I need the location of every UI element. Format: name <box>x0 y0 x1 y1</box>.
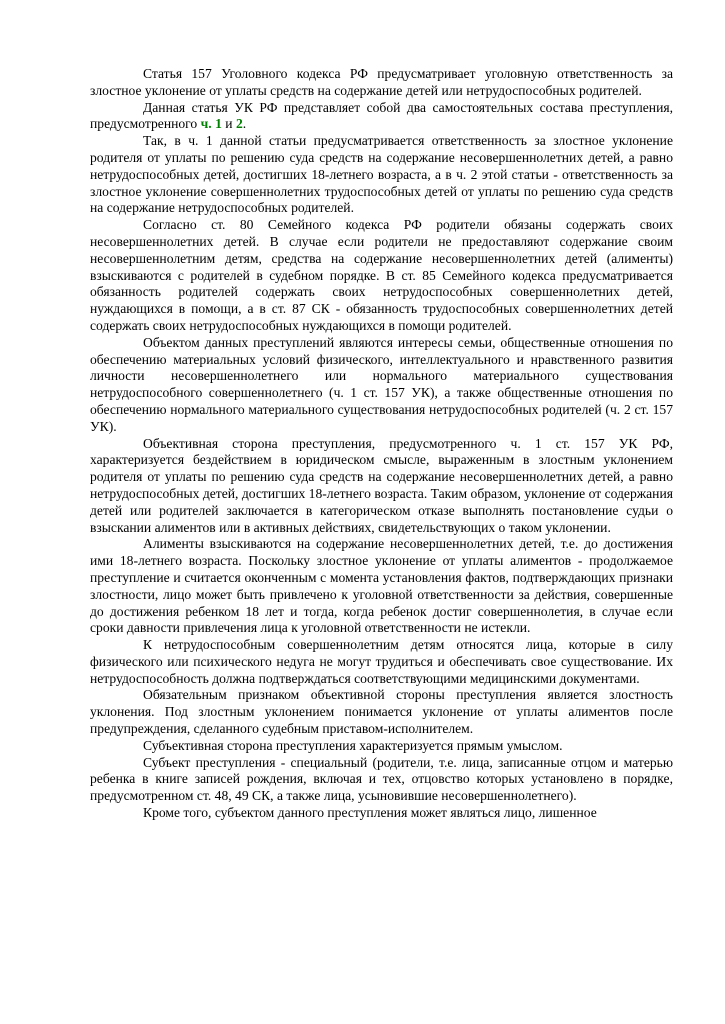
paragraph-6: Объективная сторона преступления, предусмотренного ч. 1 ст. 157 УК РФ, характеризуется бездействием в юридическом смысле, выраженным в злостным уклонением родителя от уплаты по решению суда средств на содержание несовершеннолетних детей, а равно нетрудоспособных детей, достигших 18-летнего возраста. Таким образом, уклонение от содержания детей или родителей заключается в категорическом отказе выполнять постановление судьи о взыскании алиментов или в активных действиях, свидетельствующих о таком уклонении. <box>90 435 673 535</box>
paragraph-4: Согласно ст. 80 Семейного кодекса РФ родители обязаны содержать своих несовершеннолетних детей. В случае если родители не предоставляют содержание своим несовершеннолетним детям, средства на содержание несовершеннолетних детей (алименты) взыскиваются с родителей в судебном порядке. В ст. 85 Семейного кодекса предусматривается обязанность родителей содержать своих нетрудоспособных совершеннолетних детей, нуждающихся в помощи, а в ст. 87 СК - обязанность трудоспособных совершеннолетних детей содержать своих нетрудоспособных нуждающихся в помощи родителей. <box>90 217 673 333</box>
paragraph-5: Объектом данных преступлений являются интересы семьи, общественные отношения по обеспечению материальных условий физического, интеллектуального и нравственного развития личности несовершеннолетнего или нормального материального существования нетрудоспособного совершеннолетнего (ч. 1 ст. 157 УК), а также общественные отношения по обеспечению нормального материального существования нетрудоспособных родителей (ч. 2 ст. 157 УК). <box>90 334 673 434</box>
paragraph-2-conjunction: и <box>221 116 236 132</box>
paragraph-2 <box>90 100 673 134</box>
paragraph-9: Обязательным признаком объективной стороны преступления является злостность уклонения. Под злостным уклонением понимается уклонение от уплаты алиментов после предупреждения, сделанного судебным приставом-исполнителем. <box>90 687 673 737</box>
paragraph-3: Так, в ч. 1 данной статьи предусматривается ответственность за злостное уклонение родителя от уплаты по решению суда средств на содержание несовершеннолетних детей, а равно нетрудоспособных детей, достигших 18-летнего возраста, а в ч. 2 этой статьи - ответственность за злостное уклонение совершеннолетних трудоспособных детей от уплаты по решению суда средств на содержание нетрудоспособных родителей. <box>90 133 673 216</box>
paragraph-11: Субъект преступления - специальный (родители, т.е. лица, записанные отцом и матерью ребенка в книге записей рождения, включая и тех, отцовство которых установлено в порядке, предусмотренном ст. 48, 49 СК, а также лица, усыновившие несовершеннолетнего). <box>90 754 673 804</box>
paragraph-8: К нетрудоспособным совершеннолетним детям относятся лица, которые в силу физического или психического недуга не могут трудиться и обеспечивать свое существование. Их нетрудоспособность должна подтверждаться соответствующими медицинскими документами. <box>90 637 673 686</box>
paragraph-2-text: Данная статья УК РФ представляет собой два самостоятельных состава преступления, предусмотренного <box>90 99 673 132</box>
paragraph-12: Кроме того, субъектом данного преступления может являться лицо, лишенное <box>143 805 597 821</box>
paragraph-2-end: . <box>242 116 247 132</box>
link-part-1[interactable]: ч. 1 <box>200 116 222 132</box>
link-part-2[interactable]: 2 <box>235 116 243 132</box>
paragraph-1: Статья 157 Уголовного кодекса РФ предусматривает уголовную ответственность за злостное уклонение от уплаты средств на содержание детей или нетрудоспособных родителей. <box>90 66 673 98</box>
paragraph-7: Алименты взыскиваются на содержание несовершеннолетних детей, т.е. до достижения ими 18-летнего возраста. Поскольку злостное уклонение от уплаты алиментов - продолжаемое преступление и считается оконченным с момента установления фактов, подтверждающих признаки злостности, лицо может быть привлечено к уголовной ответственности за действия, совершенные до достижения ребенком 18 лет и тогда, когда ребенок достиг совершеннолетия, в случае если сроки давности привлечения лица к уголовной ответственности не истекли. <box>90 536 673 636</box>
document-page <box>90 66 673 822</box>
paragraph-10: Субъективная сторона преступления характеризуется прямым умыслом. <box>143 737 563 753</box>
